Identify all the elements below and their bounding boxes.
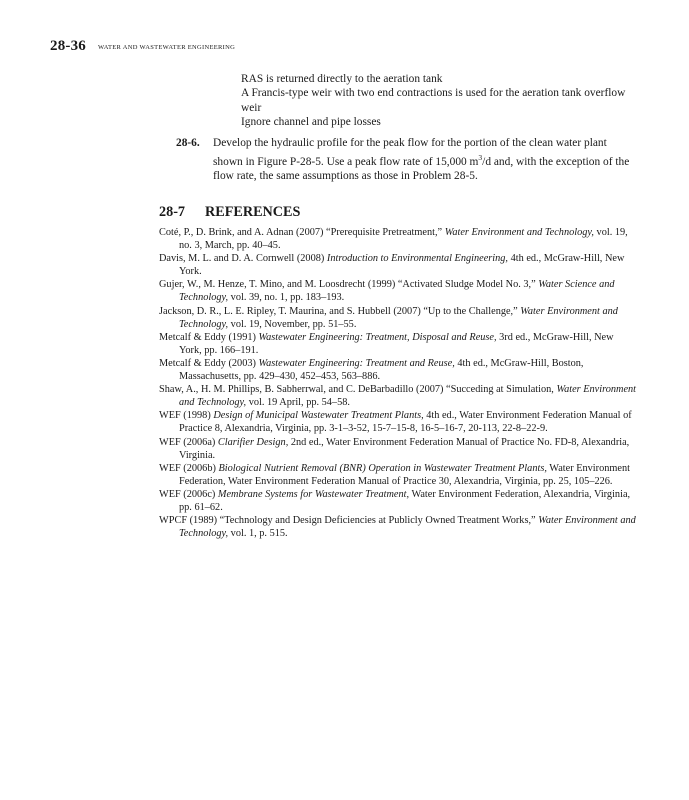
reference-italic: Water Environment and Technology, <box>179 384 637 409</box>
reference-italic: Water Environment and Technology, <box>444 227 594 238</box>
running-title: WATER AND WASTEWATER ENGINEERING <box>98 44 236 51</box>
reference-entry <box>159 252 637 278</box>
assumption-item: Ignore channel and pipe losses <box>241 116 381 129</box>
problem-text-before: Develop the hydraulic profile for the peak flow for the portion of the clean water plant shown in Figure P-28-5. Use a peak flow rate of 15,000 m <box>213 137 607 168</box>
reference-italic: Membrane Systems for Wastewater Treatment, <box>217 488 410 500</box>
reference-text: vol. 1, p. 515. <box>228 528 288 540</box>
reference-text: Metcalf & Eddy (1991) <box>159 331 259 343</box>
reference-italic: Clarifier Design, <box>217 436 289 448</box>
reference-text: WEF (2006b) <box>159 462 219 474</box>
reference-entry <box>159 514 637 540</box>
section-title: REFERENCES <box>205 204 301 220</box>
reference-text: 2nd ed., Water Environment Federation Manual of Practice No. FD-8, Alexandria, Virginia. <box>179 436 630 461</box>
reference-text: 4th ed., Water Environment Federation Manual of Practice 8, Alexandria, Virginia, pp. 3-1–3-52, 15-7–15-8, 16-5–16-7, 20-113, 22-8–22-9. <box>179 410 632 435</box>
reference-text: WEF (1998) <box>159 410 214 422</box>
reference-text: Gujer, W., M. Henze, T. Mino, and M. Loosdrecht (1999) “Activated Sludge Model No. 3,” <box>159 279 539 291</box>
reference-italic: Wastewater Engineering: Treatment and Reuse, <box>258 357 455 369</box>
reference-text: Shaw, A., H. M. Phillips, B. Sabherrwal, and C. DeBarbadillo (2007) “Succeding at Simulation, <box>159 384 557 396</box>
section-number: 28-7 <box>159 204 186 220</box>
reference-italic: Wastewater Engineering: Treatment, Disposal and Reuse, <box>258 331 497 343</box>
reference-italic: Biological Nutrient Removal (BNR) Operation in Wastewater Treatment Plants, <box>218 462 547 474</box>
problem-28-6 <box>176 136 636 184</box>
reference-italic: Introduction to Environmental Engineering, <box>326 253 509 265</box>
reference-entry <box>159 331 637 357</box>
reference-italic: Water Science and Technology, <box>179 279 615 304</box>
reference-entry <box>159 436 637 462</box>
reference-text: WEF (2006c) <box>159 488 218 500</box>
reference-entry <box>159 462 637 488</box>
reference-entry <box>159 357 637 383</box>
reference-text: vol. 19, November, pp. 51–55. <box>228 318 357 330</box>
section-heading <box>159 204 300 221</box>
page-number: 28-36 <box>50 38 86 54</box>
assumptions-list <box>241 72 631 130</box>
reference-text: Metcalf & Eddy (2003) <box>159 357 259 369</box>
reference-entry <box>159 409 637 435</box>
reference-text: vol. 39, no. 1, pp. 183–193. <box>228 292 345 304</box>
reference-entry <box>159 305 637 331</box>
reference-entry <box>159 226 637 252</box>
reference-text: vol. 19 April, pp. 54–58. <box>246 397 350 409</box>
reference-italic: Water Environment and Technology, <box>179 305 618 330</box>
reference-text: WPCF (1989) “Technology and Design Deficiencies at Publicly Owned Treatment Works,” <box>159 515 539 527</box>
reference-entry <box>159 383 637 409</box>
reference-text: 3rd ed., McGraw-Hill, New York, pp. 166–191. <box>179 331 614 356</box>
reference-text: Coté, P., D. Brink, and A. Adnan (2007) “Prerequisite Pretreatment,” <box>159 227 445 238</box>
reference-entry <box>159 488 637 514</box>
problem-text-after: /d and, with the exception of the flow rate, the same assumptions as those in Problem 28-5. <box>213 155 630 183</box>
reference-text: 4th ed., McGraw-Hill, New York. <box>179 253 625 278</box>
problem-superscript: 3 <box>478 152 483 162</box>
reference-text: 4th ed., McGraw-Hill, Boston, Massachusetts, pp. 429–430, 452–453, 563–886. <box>179 357 584 383</box>
reference-italic: Water Environment and Technology, <box>179 515 636 540</box>
reference-italic: Design of Municipal Wastewater Treatment Plants, <box>213 410 424 422</box>
reference-text: Water Environment Federation, Water Environment Federation Manual of Practice 30, Alexandria, Virginia, pp. 25, 105–226. <box>179 462 630 487</box>
problem-text <box>213 136 636 184</box>
reference-text: vol. 19, no. 3, March, pp. 40–45. <box>179 227 628 252</box>
reference-text: Jackson, D. R., L. E. Ripley, T. Maurina, and S. Hubbell (2007) “Up to the Challenge,” <box>159 305 521 317</box>
assumption-item: RAS is returned directly to the aeration tank <box>241 73 443 85</box>
assumption-item: A Francis-type weir with two end contractions is used for the aeration tank overflow weir <box>241 87 626 114</box>
reference-text: Davis, M. L. and D. A. Cornwell (2008) <box>159 253 327 265</box>
reference-entry <box>159 278 637 304</box>
running-header <box>50 38 650 58</box>
references-list <box>159 226 637 540</box>
reference-text: Water Environment Federation, Alexandria, Virginia, pp. 61–62. <box>179 488 631 513</box>
problem-number: 28-6. <box>176 137 200 149</box>
reference-text: WEF (2006a) <box>159 436 218 448</box>
